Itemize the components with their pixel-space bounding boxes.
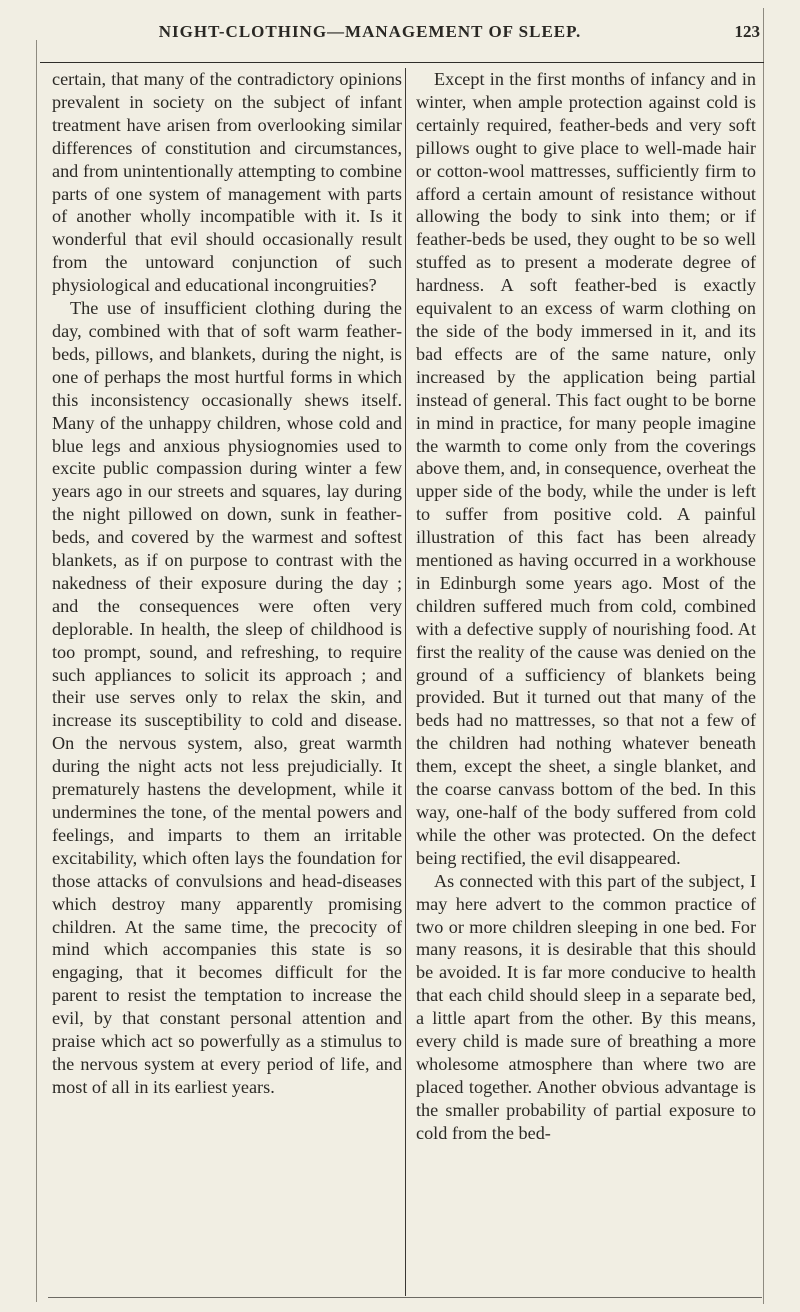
paragraph: Except in the first months of infancy and in winter, when ample protection against cold is certainly required, feather-beds and very soft pillows ought to give place to well-made hair or cotton-wool mattresses, sufficiently firm to afford a certain amount of resistance without allowing the body to sink into them; or if feather-beds be used, they ought to be so well stuffed as to present a moderate degree of hardness. A soft feather-bed is exactly equivalent to an excess of warm clothing on the side of the body immersed in it, and its bad effects are of the same nature, only increased by the application being partial instead of general. This fact ought to be borne in mind in practice, for many people imagine the warmth to come only from the coverings above them, and, in consequence, overheat the upper side of the body, while the under is left to suffer from positive cold. A painful illustration of this fact has been already mentioned as having occurred in a workhouse in Edinburgh some years ago. Most of the children suffered much from cold, combined with a defective supply of nourishing food. At first the reality of the cause was denied on the ground of a sufficiency of blankets being provided. But it turned out that many of the beds had no mattresses, so that not a few of the children had nothing whatever beneath them, except the sheet, a single blanket, and the coarse canvass bottom of the bed. In this way, one-half of the body suffered from cold while the other was protected. On the defect being rectified, the evil disappeared. [416, 69, 756, 868]
column-divider [405, 68, 406, 1296]
right-column [416, 68, 756, 1145]
paragraph: The use of insufficient clothing during the day, combined with that of soft warm feather-beds, pillows, and blankets, during the night, is one of perhaps the most hurtful forms in which this inconsistency occasionally shews itself. Many of the unhappy children, whose cold and blue legs and anxious physiognomies used to excite public compassion during winter a few years ago in our streets and squares, lay during the night pillowed on down, sunk in feather-beds, and covered by the warmest and softest blankets, as if on purpose to contrast with the nakedness of their exposure during the day ; and the consequences were often very deplorable. In health, the sleep of childhood is too prompt, sound, and refreshing, to require such appliances to solicit its approach ; and their use serves only to relax the skin, and increase its susceptibility to cold and disease. On the nervous system, also, great warmth during the night acts not less prejudicially. It prematurely hastens the development, while it undermines the tone, of the mental powers and feelings, and imparts to them an irritable excitability, which often lays the foundation for those attacks of convulsions and head-diseases which destroy many apparently promising children. At the same time, the precocity of mind which accompanies this state is so engaging, that it becomes difficult for the parent to resist the temptation to increase the evil, by that constant personal attention and praise which act so powerfully as a stimulus to the nervous system at every period of life, and most of all in its earliest years. [52, 298, 402, 1097]
left-column [52, 68, 402, 1099]
paragraph: certain, that many of the contradictory opinions prevalent in society on the subject of infant treatment have arisen from overlooking similar differences of constitution and circumstances, and from unintentionally attempting to combine parts of one system of management with parts of another wholly incompatible with it. Is it wonderful that evil should occasionally result from the untoward conjunction of such physiological and educational incongruities? [52, 69, 402, 296]
bottom-rule [48, 1297, 762, 1298]
page-number: 123 [734, 22, 760, 41]
right-margin-rule [763, 8, 764, 1304]
paragraph: As connected with this part of the subject, I may here advert to the common practice of two or more children sleeping in one bed. For many reasons, it is desirable that this should be avoided. It is far more conducive to health that each child should sleep in a separate bed, a little apart from the other. By this means, every child is made sure of breathing a more wholesome atmosphere than where two are placed together. Another obvious advantage is the smaller probability of partial exposure to cold from the bed- [416, 870, 756, 1143]
page-header [40, 12, 760, 52]
header-rule [40, 62, 764, 63]
left-margin-rule [36, 40, 37, 1302]
running-head: NIGHT-CLOTHING—MANAGEMENT OF SLEEP. [158, 22, 582, 41]
